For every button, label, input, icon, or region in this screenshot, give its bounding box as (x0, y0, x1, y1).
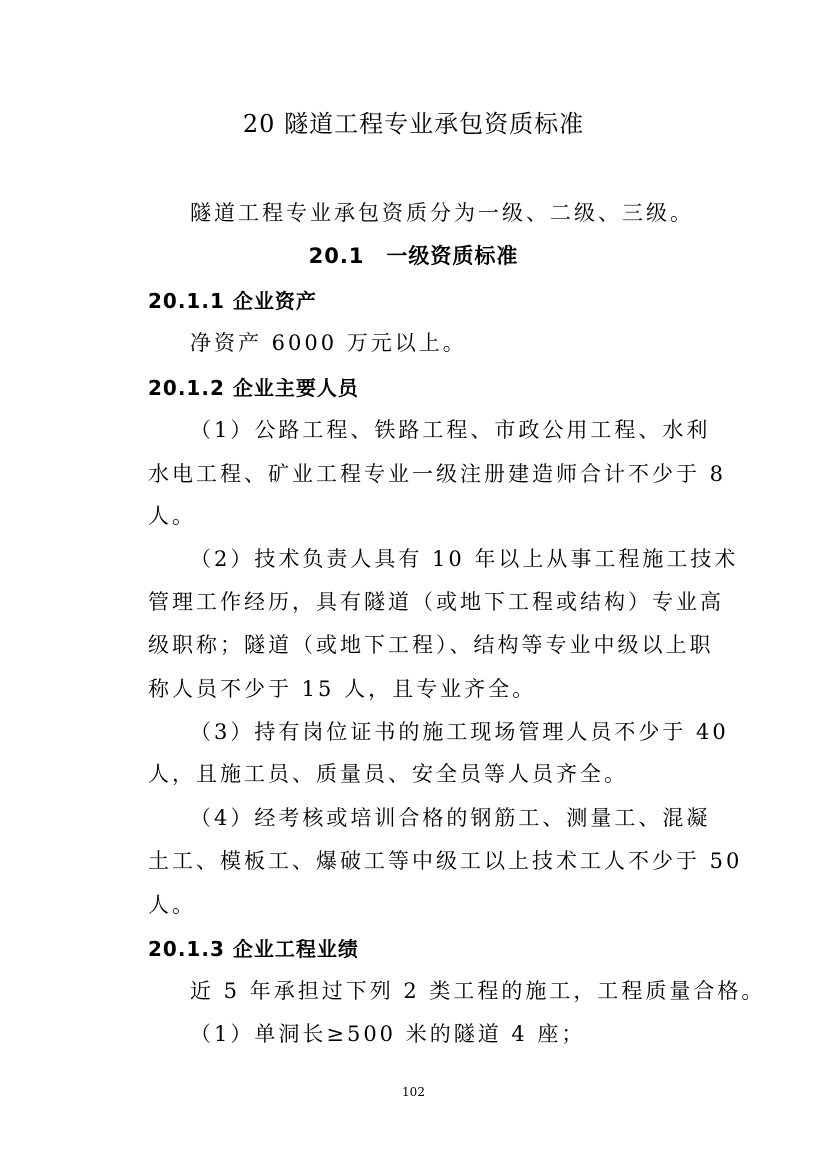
subheading-personnel: 20.1.2 企业主要人员 (148, 376, 359, 400)
personnel-item-2-line-4: 称人员不少于 15 人，且专业齐全。 (148, 677, 537, 701)
personnel-item-3-line-2: 人，且施工员、质量员、安全员等人员齐全。 (148, 762, 628, 786)
section-heading: 20.1 一级资质标准 (308, 244, 519, 268)
personnel-item-1-line-2: 水电工程、矿业工程专业一级注册建造师合计不少于 8 (148, 462, 727, 486)
personnel-item-2-line-1: （2）技术负责人具有 10 年以上从事工程施工技术 (190, 547, 739, 571)
subheading-performance: 20.1.3 企业工程业绩 (148, 937, 359, 961)
personnel-item-2-line-2: 管理工作经历，具有隧道（或地下工程或结构）专业高 (148, 590, 724, 614)
personnel-item-1-line-1: （1）公路工程、铁路工程、市政公用工程、水利 (190, 418, 711, 442)
personnel-item-4-line-2: 土工、模板工、爆破工等中级工以上技术工人不少于 50 (148, 849, 743, 873)
performance-paragraph: 近 5 年承担过下列 2 类工程的施工，工程质量合格。 (190, 979, 766, 1003)
intro-paragraph: 隧道工程专业承包资质分为一级、二级、三级。 (190, 201, 694, 225)
assets-paragraph: 净资产 6000 万元以上。 (190, 331, 467, 355)
document-title: 20 隧道工程专业承包资质标准 (242, 110, 585, 138)
personnel-item-4-line-3: 人。 (148, 893, 196, 917)
personnel-item-2-line-3: 级职称；隧道（或地下工程）、结构等专业中级以上职 (148, 633, 714, 657)
personnel-item-4-line-1: （4）经考核或培训合格的钢筋工、测量工、混凝 (190, 806, 711, 830)
personnel-item-3-line-1: （3）持有岗位证书的施工现场管理人员不少于 40 (190, 720, 729, 744)
subheading-assets: 20.1.1 企业资产 (148, 289, 317, 313)
performance-item-1: （1）单洞长≥500 米的隧道 4 座； (190, 1022, 586, 1046)
personnel-item-1-line-3: 人。 (148, 504, 196, 528)
page-number: 102 (402, 1085, 425, 1099)
